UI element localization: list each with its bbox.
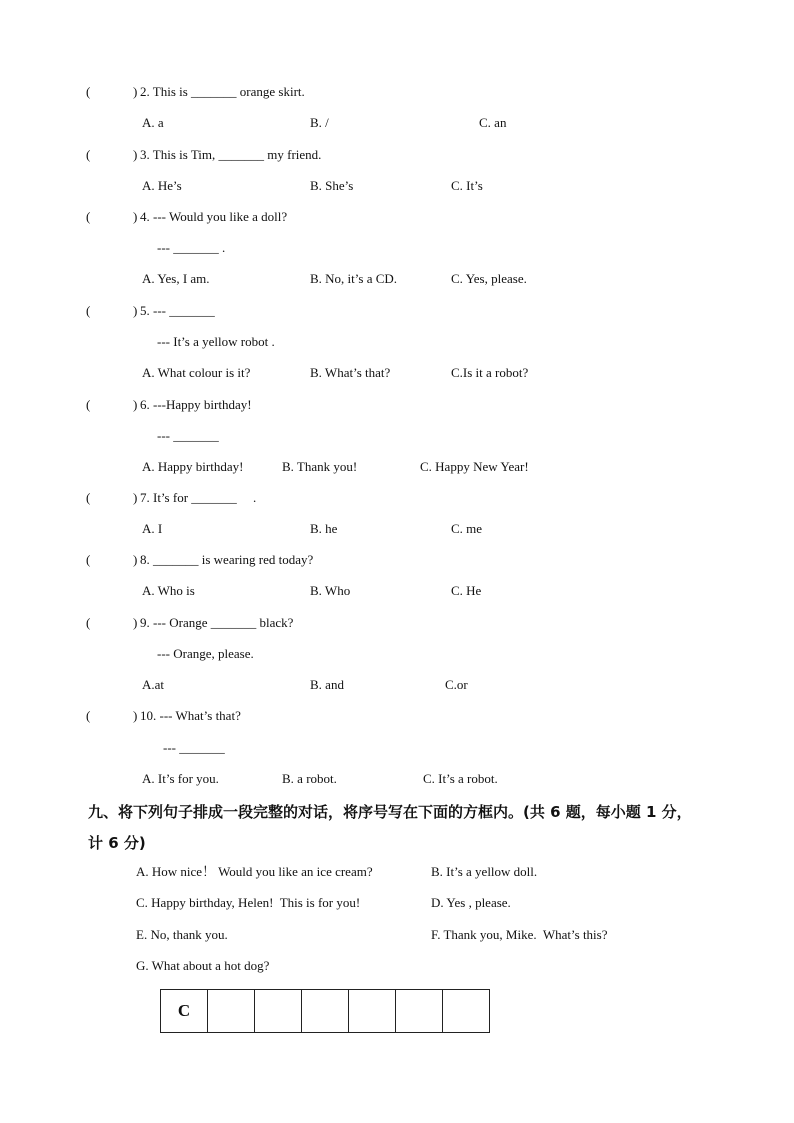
option-c: C. It’s a robot. [423,771,498,786]
option-b: B. a robot. [282,771,337,786]
answer-paren-close: ) [133,84,138,99]
option-a: A. Happy birthday! [142,459,244,474]
option-b: B. and [310,677,344,692]
option-b: B. She’s [310,178,354,193]
answer-cell[interactable]: C [161,990,208,1033]
option-c: C. It’s [451,178,483,193]
option-b: B. No, it’s a CD. [310,271,398,286]
section-title-cont: 计 6 分) [88,834,146,852]
option-a: A. Who is [142,583,195,598]
answer-paren-close: ) [133,708,138,723]
question-stem: 2. This is _______ orange skirt. [140,84,305,99]
option-c: C. Yes, please. [451,271,527,286]
question-subline: --- _______ [163,740,225,755]
option-a: A. Yes, I am. [142,271,210,286]
question-stem: 9. --- Orange _______ black? [140,615,294,630]
question-stem: 6. ---Happy birthday! [140,397,252,412]
answer-cell[interactable] [396,990,443,1033]
answer-paren-close: ) [133,397,138,412]
question-stem: 7. It’s for _______ . [140,490,257,505]
sentence-a: A. How nice！ Would you like an ice cream? [136,864,373,879]
question-stem: 3. This is Tim, _______ my friend. [140,147,322,162]
question-subline: --- _______ [157,428,219,443]
answer-paren-close: ) [133,615,138,630]
question-subline: --- Orange, please. [157,646,254,661]
option-b: B. / [310,115,329,130]
answer-paren-open: ( [86,397,91,412]
option-c: C. an [479,115,507,130]
option-c: C.Is it a robot? [451,365,529,380]
sentence-b: B. It’s a yellow doll. [431,864,538,879]
question-stem: 5. --- _______ [140,303,215,318]
option-a: A. It’s for you. [142,771,219,786]
answer-cell[interactable] [255,990,302,1033]
option-c: C.or [445,677,468,692]
answer-paren-open: ( [86,84,91,99]
option-c: C. Happy New Year! [420,459,529,474]
option-b: B. Thank you! [282,459,358,474]
answer-paren-close: ) [133,303,138,318]
option-a: A. What colour is it? [142,365,251,380]
answer-paren-open: ( [86,708,91,723]
answer-cell[interactable] [302,990,349,1033]
answer-paren-open: ( [86,490,91,505]
answer-paren-open: ( [86,303,91,318]
option-a: A. He’s [142,178,182,193]
option-b: B. What’s that? [310,365,391,380]
question-stem: 10. --- What’s that? [140,708,241,723]
sentence-e: E. No, thank you. [136,927,228,942]
answer-cell[interactable] [443,990,490,1033]
option-a: A. I [142,521,163,536]
question-stem: 4. --- Would you like a doll? [140,209,288,224]
sentence-f: F. Thank you, Mike. What’s this? [431,927,608,942]
option-a: A. a [142,115,164,130]
section-title: 九、将下列句子排成一段完整的对话，将序号写在下面的方框内。(共 6 题，每小题 1 分， [88,803,692,821]
sentence-d: D. Yes , please. [431,895,511,910]
answer-paren-close: ) [133,147,138,162]
question-subline: --- It’s a yellow robot . [157,334,275,349]
answer-cell[interactable] [349,990,396,1033]
answer-paren-open: ( [86,209,91,224]
answer-paren-open: ( [86,147,91,162]
option-b: B. he [310,521,338,536]
answer-grid [160,989,490,1033]
option-c: C. me [451,521,483,536]
answer-paren-close: ) [133,552,138,567]
question-subline: --- _______ . [157,240,226,255]
option-a: A.at [142,677,165,692]
question-stem: 8. _______ is wearing red today? [140,552,314,567]
answer-paren-open: ( [86,615,91,630]
sentence-c: C. Happy birthday, Helen! This is for you! [136,895,361,910]
answer-paren-close: ) [133,490,138,505]
sentence-g: G. What about a hot dog? [136,958,270,973]
answer-paren-open: ( [86,552,91,567]
option-b: B. Who [310,583,351,598]
option-c: C. He [451,583,482,598]
answer-paren-close: ) [133,209,138,224]
answer-cell[interactable] [208,990,255,1033]
